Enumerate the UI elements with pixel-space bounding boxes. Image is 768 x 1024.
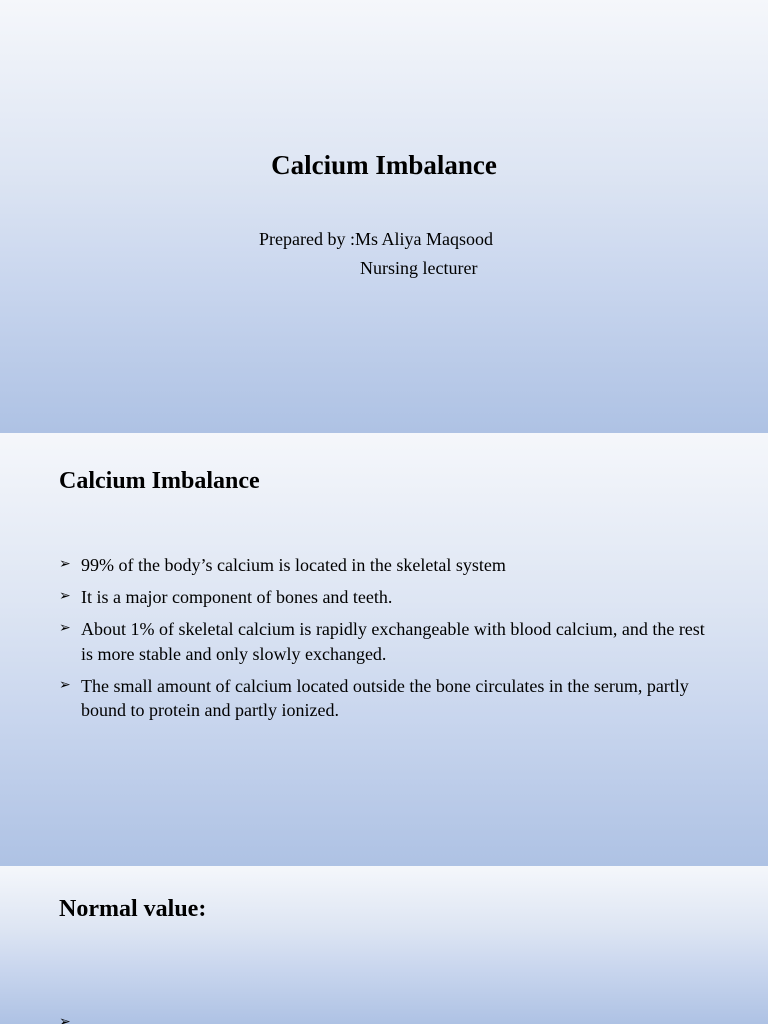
slide-heading: Normal value: [59,896,207,922]
bullet-item [59,585,709,610]
slide-normal-value [0,866,768,1024]
slide-title [0,0,768,433]
bullet-item [59,553,709,578]
bullet-text: About 1% of skeletal calcium is rapidly exchangeable with blood calcium, and the rest is more stable and only slowly exchanged. [81,619,705,664]
presentation-title: Calcium Imbalance [271,150,497,180]
slide-calcium-overview [0,433,768,866]
author-role: Nursing lecturer [360,258,478,278]
slide-heading: Calcium Imbalance [59,468,260,494]
bullet-list [59,553,709,730]
bullet-item [59,617,709,666]
arrowhead-bullet-icon: ➢ [59,620,71,636]
arrowhead-bullet-icon: ➢ [59,676,71,693]
bullet-text: It is a major component of bones and teeth. [81,587,393,607]
bullet-text: 99% of the body’s calcium is located in the skeletal system [81,555,506,575]
bullet-text: The small amount of calcium located outside the bone circulates in the serum, partly bound to protein and partly ionized. [81,675,689,720]
arrowhead-bullet-icon: ➢ [59,556,71,572]
arrowhead-bullet-icon: ➢ [59,588,71,604]
arrowhead-bullet-icon: ➢ [59,1014,71,1024]
bullet-item [59,674,709,723]
author-line: Prepared by :Ms Aliya Maqsood [259,229,493,249]
